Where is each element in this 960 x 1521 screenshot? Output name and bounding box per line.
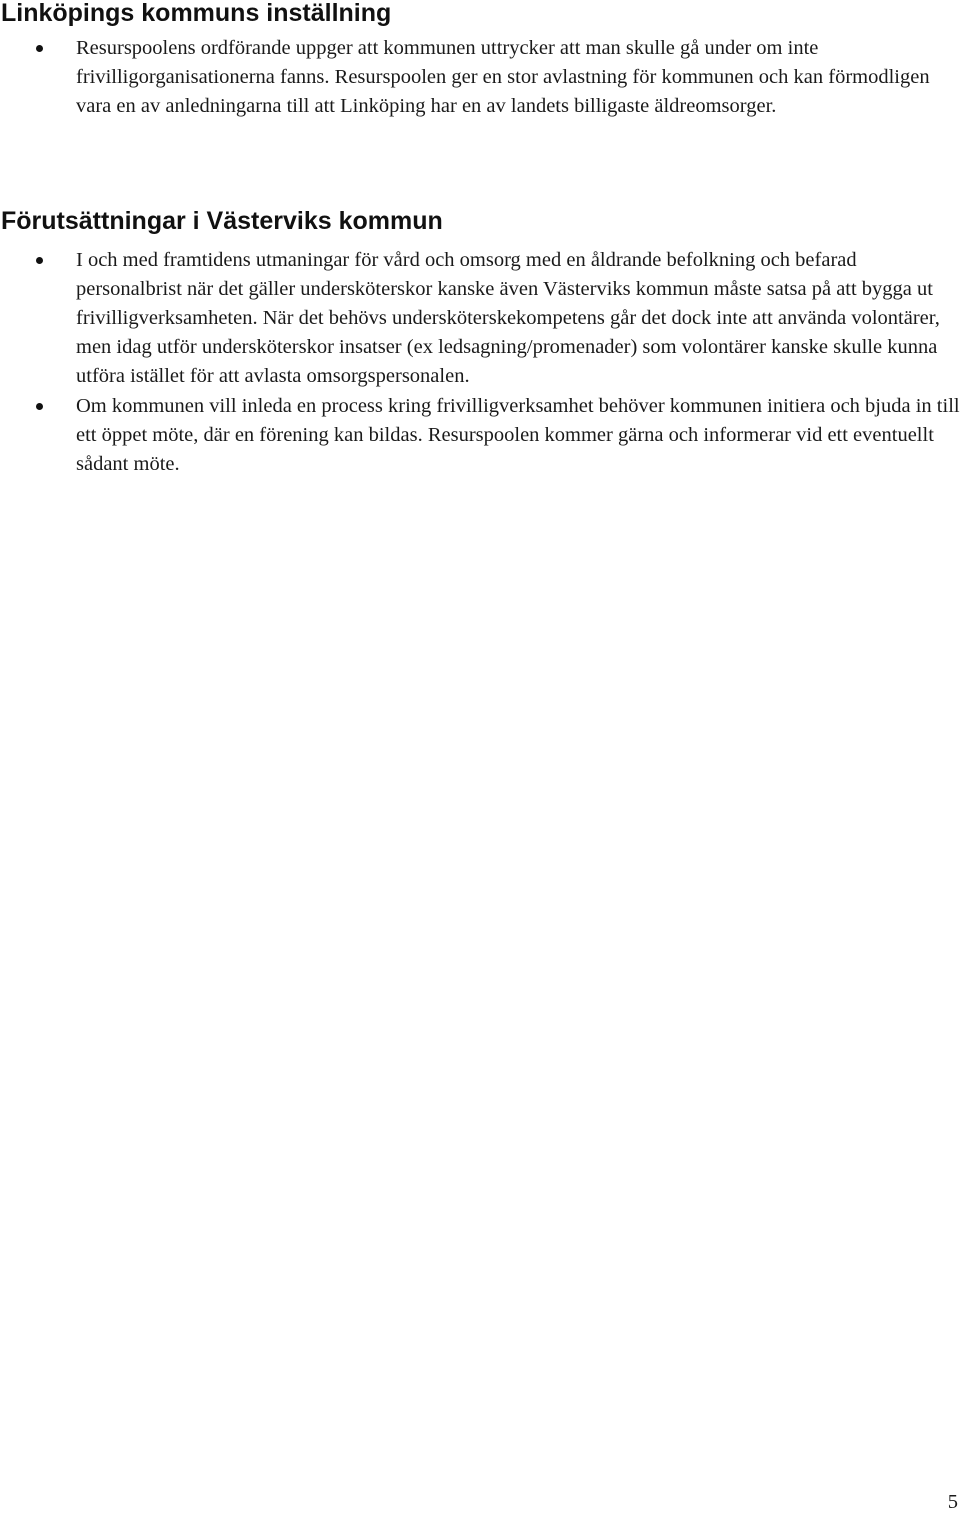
list-item-text: Resurspoolens ordförande uppger att kommunen uttrycker att man skulle gå under om inte frivilligorganisationerna fanns. Resurspoolen ger en stor avlastning för kommunen och kan förmodligen vara en av anledningarna till att Linköping har en av landets billigaste äldreomsorger.	[76, 37, 930, 117]
section-vastervik	[0, 206, 960, 479]
bullet-list	[0, 34, 960, 121]
section-heading: Förutsättningar i Västerviks kommun	[1, 207, 443, 235]
page-number: 5	[947, 1491, 958, 1513]
list-item-text: I och med framtidens utmaningar för vård och omsorg med en åldrande befolkning och befarad personalbrist när det gäller undersköterskor kanske även Västerviks kommun måste satsa på att bygga ut frivilligverksamheten. När det behövs undersköterskekompetens går det dock inte att använda volontärer, men idag utför undersköterskor insatser (ex ledsagning/promenader) som volontärer kanske skulle kunna utföra istället för att avlasta omsorgspersonalen.	[76, 249, 940, 387]
list-item	[0, 246, 960, 391]
section-linkoping	[0, 0, 960, 121]
list-item-text: Om kommunen vill inleda en process kring frivilligverksamhet behöver kommunen initiera och bjuda in till ett öppet möte, där en förening kan bildas. Resurspoolen kommer gärna och informerar vid ett eventuellt sådant möte.	[76, 395, 960, 475]
bullet-icon	[36, 403, 43, 410]
bullet-list	[0, 246, 960, 479]
section-heading: Linköpings kommuns inställning	[1, 0, 392, 27]
bullet-icon	[36, 257, 43, 264]
bullet-icon	[36, 45, 43, 52]
list-item	[0, 392, 960, 479]
list-item	[0, 34, 960, 121]
